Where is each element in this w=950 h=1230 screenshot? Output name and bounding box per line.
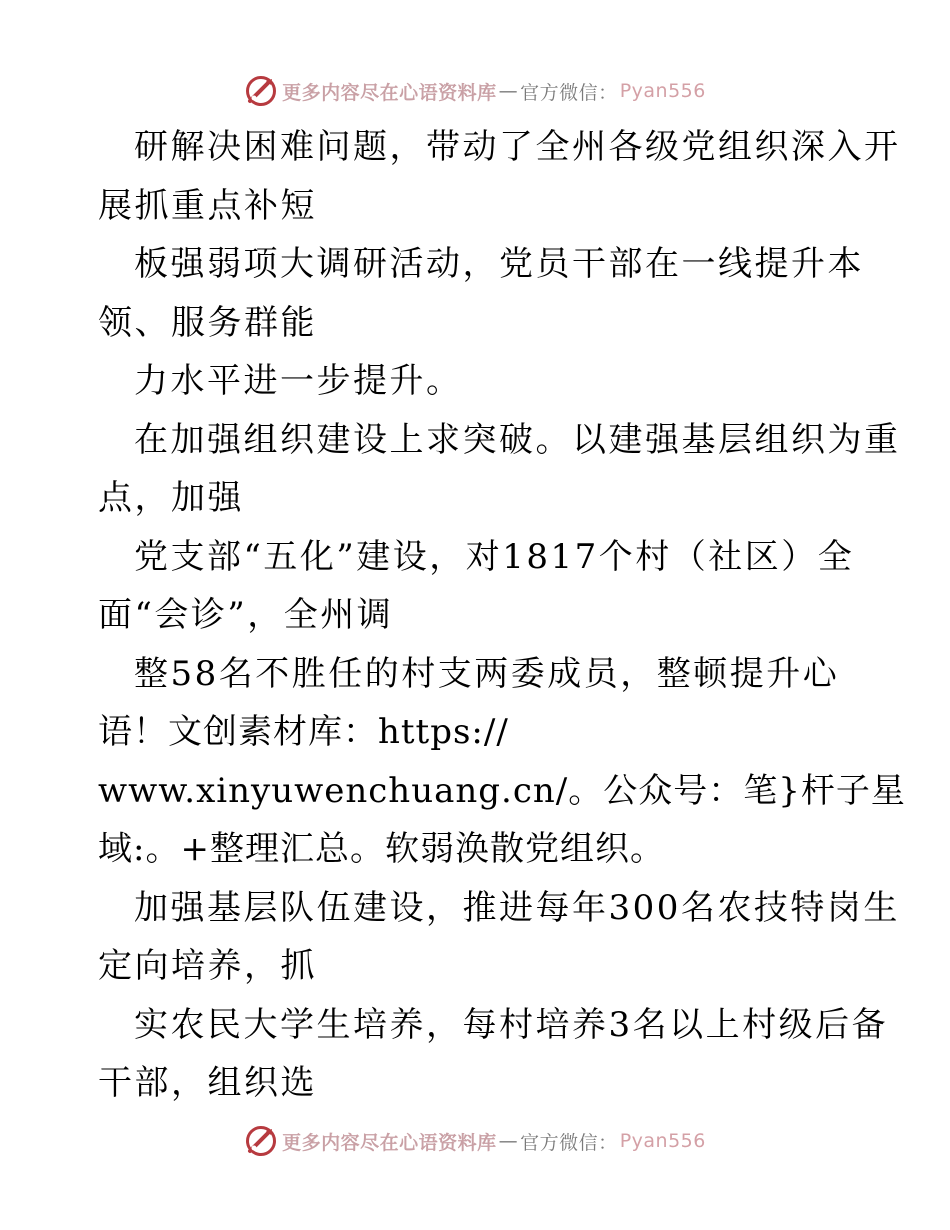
body-line: 整58名不胜任的村支两委成员，整顿提升心 xyxy=(134,653,840,694)
body-line: 板强弱项大调研活动，党员干部在一线提升本 xyxy=(134,244,864,284)
header-main-text: 更多内容尽在心语资料库 xyxy=(282,81,497,104)
document-body xyxy=(98,118,906,1113)
body-line: 定向培养，抓 xyxy=(98,946,317,986)
body-line: 加强基层队伍建设，推进每年300名农技特岗生 xyxy=(134,887,900,928)
footer-account-id: Pyan556 xyxy=(619,1130,706,1152)
footer-dash: — xyxy=(498,1130,519,1152)
footer-sub-text: 官方微信： xyxy=(520,1131,618,1154)
header-banner xyxy=(0,71,950,111)
body-line: 干部，组织选 xyxy=(98,1063,317,1103)
header-account-id: Pyan556 xyxy=(619,80,706,102)
body-line: 语！文创素材库：https:// xyxy=(98,712,509,752)
writing-brush-logo-icon xyxy=(244,1124,278,1158)
body-line: 域:。+整理汇总。软弱涣散党组织。 xyxy=(98,829,665,869)
header-dash: — xyxy=(498,80,519,102)
body-line: 在加强组织建设上求突破。以建强基层组织为重 xyxy=(134,419,901,460)
body-line: 实农民大学生培养，每村培养3名以上村级后备 xyxy=(134,1004,889,1045)
body-line: 领、服务群能 xyxy=(98,302,317,343)
header-sub-text: 官方微信： xyxy=(520,81,618,104)
body-line: 面“会诊”，全州调 xyxy=(98,595,394,635)
footer-main-text: 更多内容尽在心语资料库 xyxy=(282,1131,497,1154)
body-line: www.xinyuwenchuang.cn/。公众号：笔}杆子星 xyxy=(98,770,906,811)
body-line: 点，加强 xyxy=(98,478,244,518)
body-line: 力水平进一步提升。 xyxy=(134,361,463,401)
body-line: 研解决困难问题，带动了全州各级党组织深入开 xyxy=(134,127,901,167)
body-line: 展抓重点补短 xyxy=(98,185,317,226)
writing-brush-logo-icon xyxy=(244,74,278,108)
footer-banner xyxy=(0,1121,950,1161)
body-line: 党支部“五化”建设，对1817个村（社区）全 xyxy=(134,536,855,577)
